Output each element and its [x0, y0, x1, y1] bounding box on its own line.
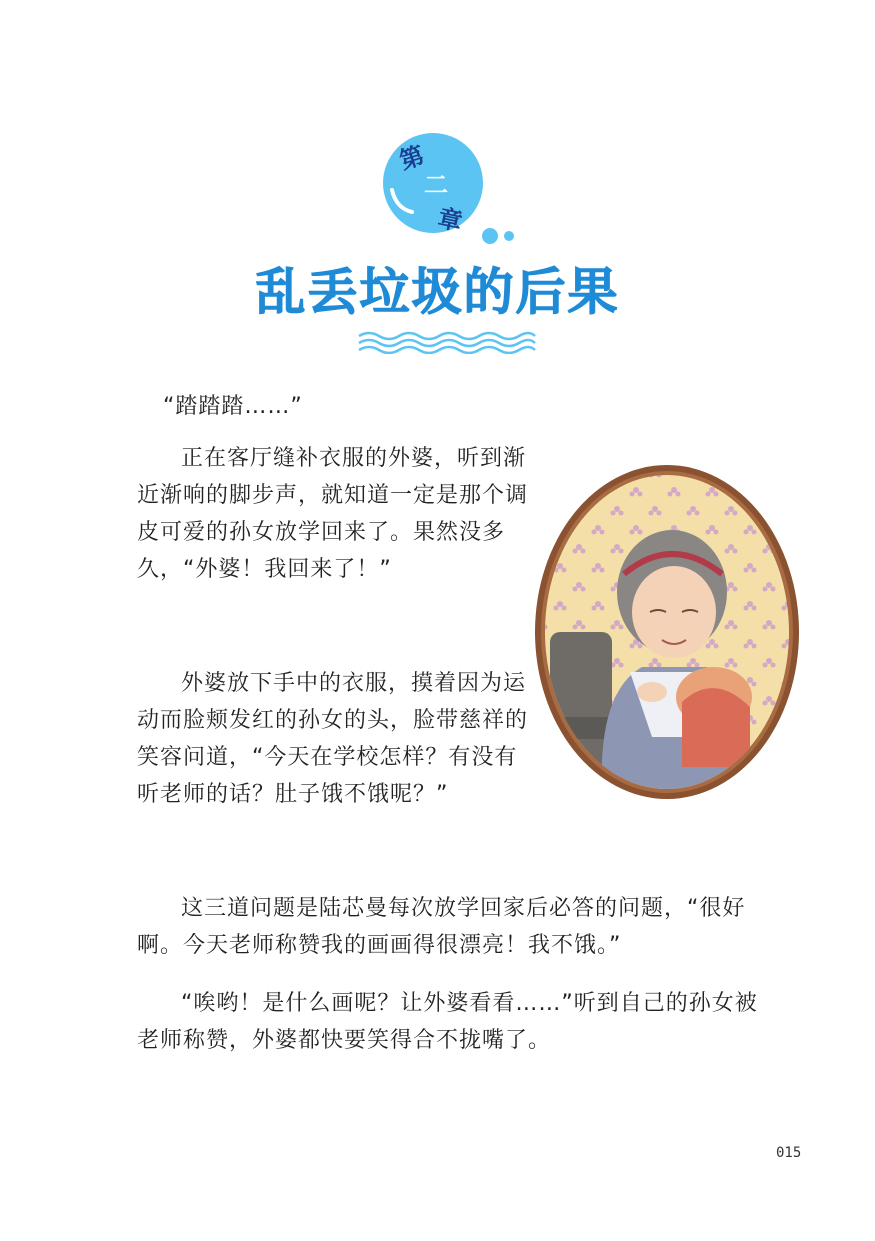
- chapter-badge: [378, 128, 518, 248]
- paragraph-2: 正在客厅缝补衣服的外婆，听到渐近渐响的脚步声，就知道一定是那个调皮可爱的孙女放学回来了。果然没多久，“外婆！我回来了！”: [137, 446, 529, 582]
- paragraph-4: 这三道问题是陆芯曼每次放学回家后必答的问题，“很好啊。今天老师称赞我的画画得很漂亮！我不饿。”: [137, 896, 746, 958]
- badge-char-2: 二: [424, 171, 448, 199]
- wave-divider: [357, 330, 537, 354]
- page-number: 015: [776, 1145, 802, 1161]
- badge-char-1: 第: [396, 140, 428, 176]
- chapter-title: 乱丢垃圾的后果: [255, 263, 620, 321]
- paragraph-1: “踏踏踏……”: [163, 394, 303, 419]
- badge-char-3: 章: [435, 203, 465, 237]
- paragraph-3: 外婆放下手中的衣服，摸着因为运动而脸颊发红的孙女的头，脸带慈祥的笑容问道，“今天在学校怎样？有没有听老师的话？肚子饿不饿呢？”: [137, 671, 529, 807]
- grandmother-portrait: [532, 462, 802, 802]
- paragraph-5: “唉哟！是什么画呢？让外婆看看……”听到自己的孙女被老师称赞，外婆都快要笑得合不拢嘴了。: [137, 991, 758, 1053]
